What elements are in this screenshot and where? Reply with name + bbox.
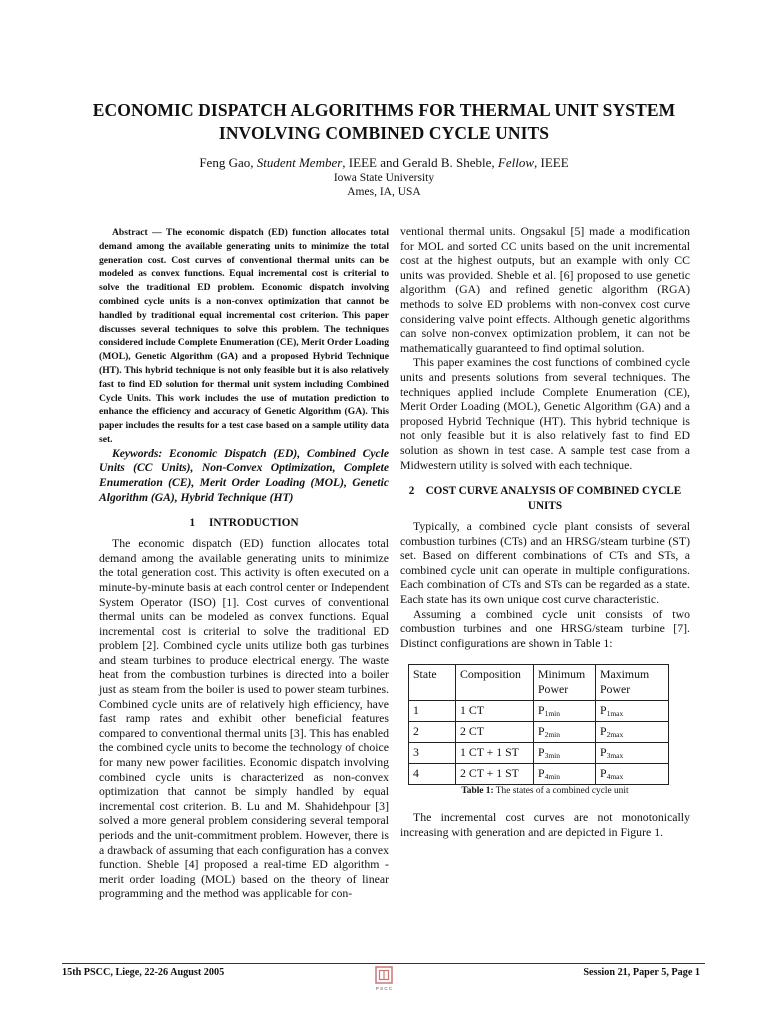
table-row <box>409 743 669 764</box>
section-1-heading <box>99 516 389 530</box>
table-cell-composition: 2 CT <box>456 722 534 743</box>
title-line-2: INVOLVING COMBINED CYCLE UNITS <box>218 123 550 143</box>
affiliation-location: Ames, IA, USA <box>347 186 421 198</box>
table-cell-composition: 1 CT + 1 ST <box>456 743 534 764</box>
caption-text: The states of a combined cycle unit <box>493 786 629 797</box>
section-2-number: 2 <box>408 485 415 498</box>
section-2-paragraph-3: The incremental cost curves are not monotonically increasing with generation and are depicted in Figure 1. <box>400 810 690 840</box>
table-header-composition: Composition <box>456 665 534 701</box>
table-cell-composition: 1 CT <box>456 701 534 722</box>
footer-page-info: Session 21, Paper 5, Page 1 <box>583 967 700 978</box>
table-cell-min-power: $P_{3min}$ <box>534 743 596 764</box>
section-1-number: 1 <box>189 517 196 530</box>
section-2-paragraph-2: Assuming a combined cycle unit consists of two combustion turbines and one HRSG/steam turbine [7]. Distinct configurations are shown in Table 1: <box>400 606 690 650</box>
author-1-org: , IEEE <box>342 155 377 170</box>
table-header-row <box>409 665 669 701</box>
paper-title <box>0 99 768 145</box>
table-1 <box>408 664 669 785</box>
left-column <box>99 226 389 901</box>
section-2-title: COST CURVE ANALYSIS OF COMBINED CYCLE UNITS <box>425 485 682 513</box>
table-cell-max-power: $P_{3max}$ <box>596 743 669 764</box>
author-1-role: Student Member <box>256 155 343 170</box>
affiliation <box>0 171 768 199</box>
title-line-1: ECONOMIC DISPATCH ALGORITHMS FOR THERMAL UNIT SYSTEM <box>92 100 676 120</box>
affiliation-university: Iowa State University <box>333 172 435 184</box>
intro-continued: ventional thermal units. Ongsakul [5] made a modification for MOL and sorted CC units based on the unit incremental cost at the highest outputs, but an example with only CC units was provided. Sheble et al. [6] proposed to use genetic algorithm (GA) and refined genetic algorithm (RGA) methods to solve ED problems with non-convex cost curve considering valve point effects. Although genetic algorithms can solve non-convex optimization problem, it can not be mathematically guaranteed to find optimal solution. <box>400 224 690 355</box>
table-header-max-power: Maximum Power <box>596 665 669 701</box>
table-cell-state: 4 <box>409 764 456 785</box>
table-cell-min-power: $P_{4min}$ <box>534 764 596 785</box>
table-1-caption <box>400 785 690 797</box>
section-2-paragraph-1: Typically, a combined cycle plant consists of several combustion turbines (CTs) and an HRSG/steam turbine (ST) set. Based on different combinations of CTs and STs, a combined cycle unit can operate in multiple configurations. Each combination of CTs and STs can be regarded as a state. Each state has its own unique cost curve characteristic. <box>400 519 690 607</box>
section-1-title: INTRODUCTION <box>209 517 299 530</box>
table-row <box>409 701 669 722</box>
footer-conference: 15th PSCC, Liege, 22-26 August 2005 <box>62 967 225 978</box>
table-cell-min-power: $P_{1min}$ <box>534 701 596 722</box>
table-header-state: State <box>409 665 456 701</box>
intro-paragraph-2: This paper examines the cost functions of combined cycle units and presents solutions from several techniques. The techniques applied include Complete Enumeration (CE), Merit Order Loading (MOL), Genetic Algorithm (GA) and a proposed Hybrid Technique (HT). This hybrid technique is not only feasible but it is also relatively fast to find ED solution as shown in test case. A sample test case from a Midwestern utility is solved with each technique. <box>400 355 690 472</box>
table-row <box>409 722 669 743</box>
table-cell-state: 1 <box>409 701 456 722</box>
pscc-logo-icon <box>374 966 394 992</box>
author-2-org: , IEEE <box>534 155 569 170</box>
intro-paragraph: The economic dispatch (ED) function allocates total demand among the available generating units to minimize the total generation cost. This activity is often executed on a minute-by-minute basis at each control center or Independent System Operator (ISO) [1]. Cost curves of conventional thermal units can be modeled as convex functions. Equal incremental cost is criterial to solve the traditional ED problem [2]. Combined cycle units utilize both gas turbines and steam turbines to produce electrical energy. The waste heat from the combustion turbines is directed into a boiler just as steam from the boiler is used to power steam turbines. Combined cycle units are of relatively high efficiency, have fast ramp rates and exhibit other beneficial features compared to conventional thermal units [3]. This has enabled the combined cycle units to become the technology of choice for many new power facilities. Economic dispatch involving combined cycle units is characterized as non-convex optimization that cannot be simply handled by equal incremental cost criterion. B. Lu and M. Shahidehpour [3] solved a more general problem considering several temporal periods and the unit-commitment problem. However, there is a drawback of assuming that each configuration has a convex function. Sheble [4] proposed a real-time ED algorithm - merit order loading (MOL) based on the theory of linear programming and the method was applicable for con- <box>99 536 389 901</box>
author-line <box>0 155 768 171</box>
author-1-name: Feng Gao, <box>199 155 257 170</box>
footer-divider <box>62 963 705 964</box>
right-column <box>400 224 690 840</box>
table-cell-max-power: $P_{2max}$ <box>596 722 669 743</box>
table-cell-max-power: $P_{1max}$ <box>596 701 669 722</box>
section-2-heading <box>400 484 690 514</box>
table-cell-composition: 2 CT + 1 ST <box>456 764 534 785</box>
table-cell-state: 2 <box>409 722 456 743</box>
caption-label: Table 1: <box>461 786 494 797</box>
table-header-min-power: Minimum Power <box>534 665 596 701</box>
author-2-role: Fellow <box>497 155 535 170</box>
table-cell-min-power: $P_{2min}$ <box>534 722 596 743</box>
abstract: Abstract — The economic dispatch (ED) function allocates total demand among the available generating units to minimize the total generation cost. Cost curves of conventional thermal units can be modeled as convex functions. Equal incremental cost is criterial to solve the traditional ED problem. Economic dispatch involving combined cycle units is a non-convex optimization that cannot be handled by traditional equal incremental cost criterion. This paper discusses several techniques to solve this problem. The techniques considered include Complete Enumeration (CE), Merit Order Loading (MOL), Genetic Algorithm (GA) and a proposed Hybrid Technique (HT). This hybrid technique is not only feasible but it is also relatively fast to find ED solution for thermal unit system including Combined Cycle Units. This work includes the use of mutation prediction to enhance the efficiency and accuracy of Genetic Algorithm (GA). This paper includes the results for a test case based on a sample utility data set. <box>99 227 389 445</box>
author-and: and Gerald B. Sheble, <box>376 155 498 170</box>
keywords: Keywords: Economic Dispatch (ED), Combined Cycle Units (CC Units), Non-Convex Optimization, Complete Enumeration (CE), Merit Order Loading (MOL), Genetic Algorithm (GA), Hybrid Technique (HT) <box>99 446 389 504</box>
svg-text:P S C C: P S C C <box>375 986 393 991</box>
table-cell-state: 3 <box>409 743 456 764</box>
table-row <box>409 764 669 785</box>
table-cell-max-power: $P_{4max}$ <box>596 764 669 785</box>
